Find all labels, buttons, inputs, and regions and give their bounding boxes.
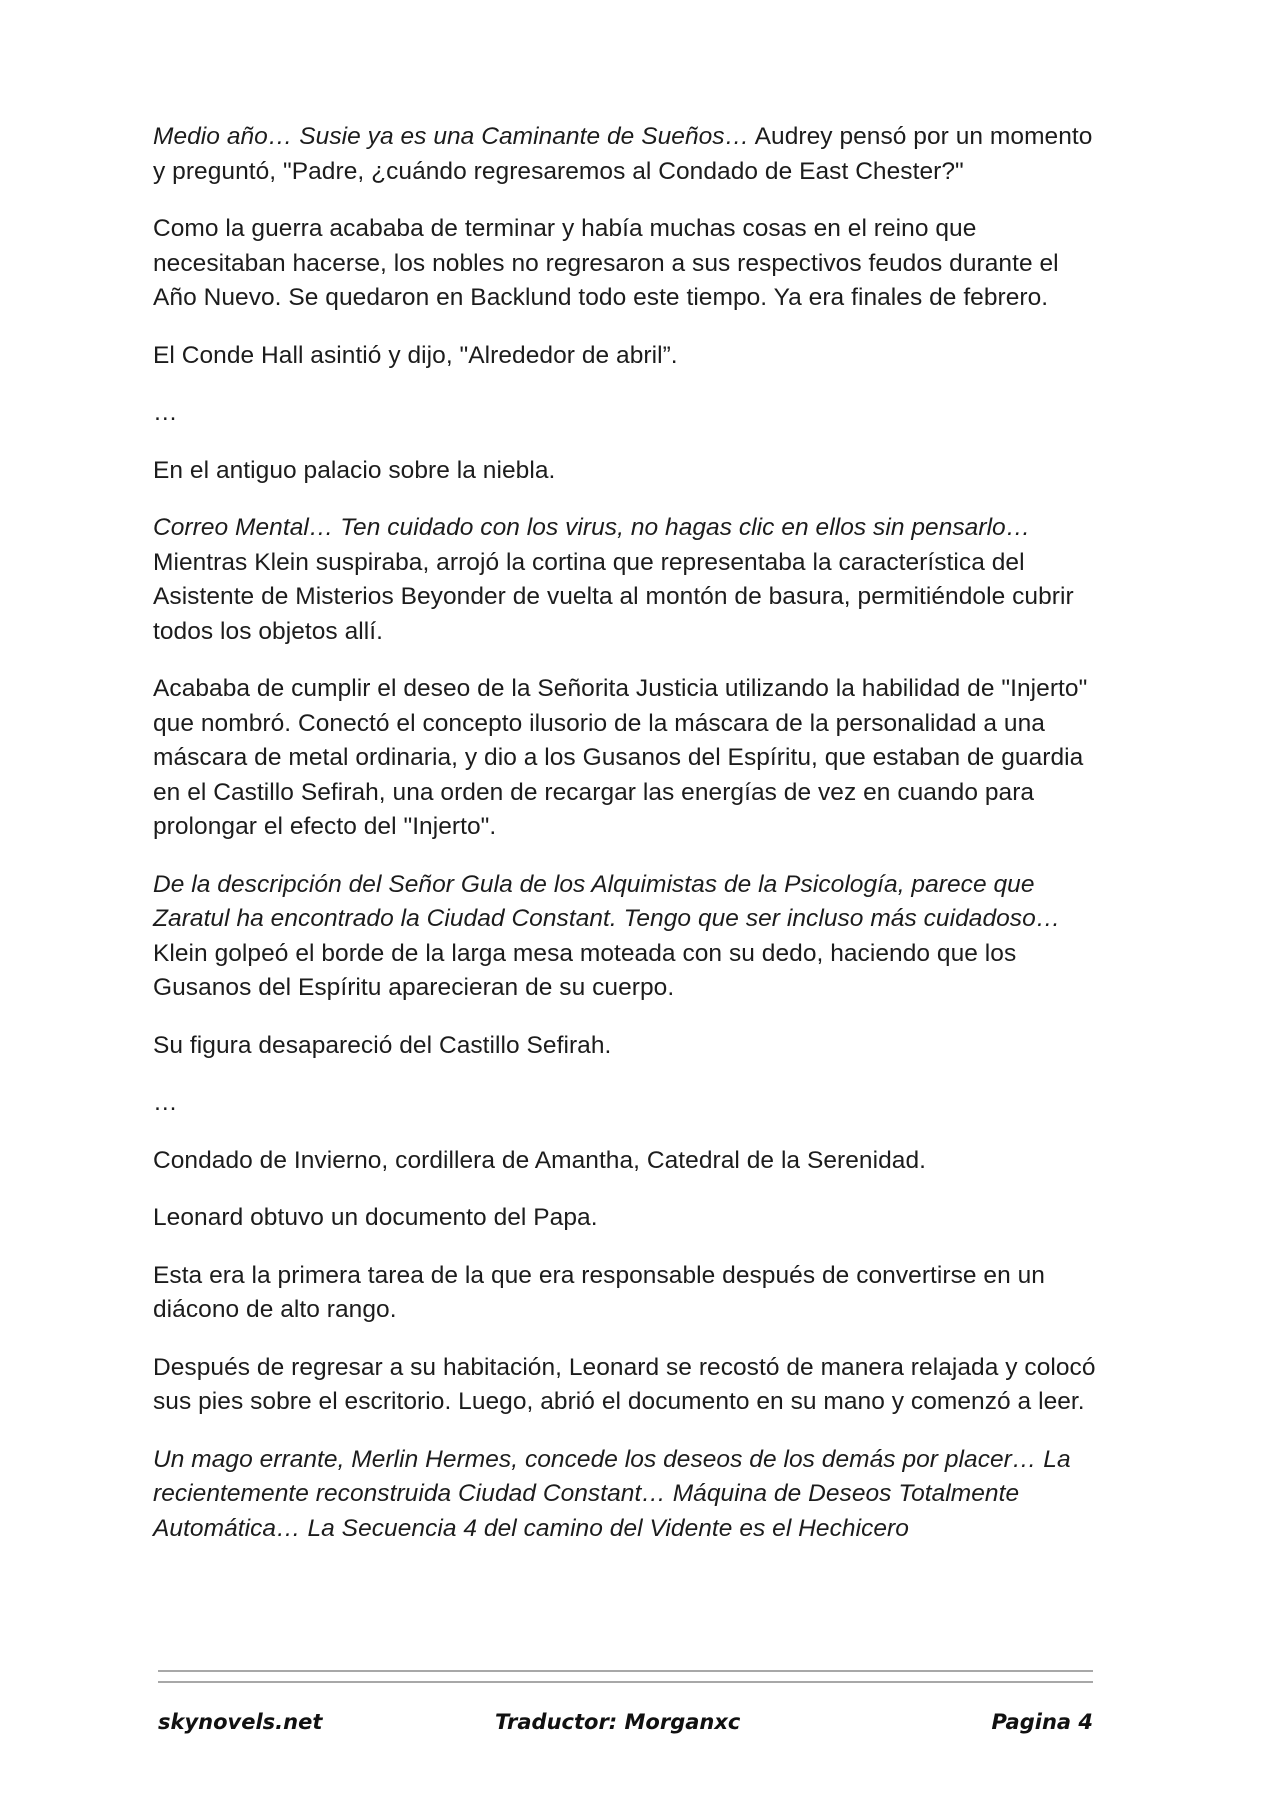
- body-text: En el antiguo palacio sobre la niebla.: [153, 456, 556, 484]
- paragraph: [153, 212, 1098, 316]
- body-text: Después de regresar a su habitación, Leonard se recostó de manera relajada y colocó sus pies sobre el escritorio. Luego, abrió el documento en su mano y comenzó a leer.: [153, 1353, 1096, 1415]
- footer-translator: Traductor: Morganxc: [495, 1710, 741, 1734]
- paragraph: [153, 396, 1098, 431]
- footer-page-number: Pagina 4: [991, 1710, 1093, 1734]
- paragraph: [153, 1201, 1098, 1236]
- footer-site: skynovels.net: [158, 1710, 323, 1734]
- paragraph: [153, 1443, 1098, 1547]
- body-text: Mientras Klein suspiraba, arrojó la cortina que representaba la característica del Asistente de Misterios Beyonder de vuelta al montón de basura, permitiéndole cubrir todos los objetos allí.: [153, 548, 1074, 645]
- document-body: [153, 120, 1098, 1569]
- footer-divider-top: [158, 1670, 1093, 1672]
- paragraph: [153, 672, 1098, 845]
- paragraph: [153, 868, 1098, 1006]
- italic-text: De la descripción del Señor Gula de los Alquimistas de la Psicología, parece que Zaratul ha encontrado la Ciudad Constant. Tengo que ser incluso más cuidadoso…: [153, 870, 1061, 932]
- paragraph: [153, 1029, 1098, 1064]
- body-text: …: [153, 1089, 178, 1116]
- paragraph: [153, 511, 1098, 649]
- body-text: …: [153, 399, 178, 426]
- paragraph: [153, 339, 1098, 374]
- paragraph: [153, 454, 1098, 489]
- italic-text: Medio año… Susie ya es una Caminante de Sueños…: [153, 123, 750, 150]
- paragraph: [153, 120, 1098, 189]
- paragraph: [153, 1259, 1098, 1328]
- italic-text: Correo Mental… Ten cuidado con los virus, no hagas clic en ellos sin pensarlo…: [153, 514, 1031, 541]
- paragraph: [153, 1086, 1098, 1121]
- body-text: Como la guerra acababa de terminar y había muchas cosas en el reino que necesitaban hacerse, los nobles no regresaron a sus respectivos feudos durante el Año Nuevo. Se quedaron en Backlund todo este tiempo. Ya era finales de febrero.: [153, 215, 1059, 311]
- page-footer: [158, 1710, 1093, 1744]
- italic-text: Un mago errante, Merlin Hermes, concede los deseos de los demás por placer… La recientemente reconstruida Ciudad Constant… Máquina de Deseos Totalmente Automática… La Secuencia 4 del camino del Vidente es el Hechicero: [153, 1445, 1071, 1542]
- body-text: Esta era la primera tarea de la que era responsable después de convertirse en un diácono de alto rango.: [153, 1261, 1045, 1323]
- paragraph: [153, 1351, 1098, 1420]
- body-text: Leonard obtuvo un documento del Papa.: [153, 1204, 598, 1231]
- footer-divider-bottom: [158, 1681, 1093, 1683]
- body-text: El Conde Hall asintió y dijo, "Alrededor de abril”.: [153, 341, 678, 369]
- body-text: Audrey pensó por un momento y preguntó, "Padre, ¿cuándo regresaremos al Condado de East Chester?": [153, 123, 1093, 185]
- body-text: Klein golpeó el borde de la larga mesa moteada con su dedo, haciendo que los Gusanos del Espíritu aparecieran de su cuerpo.: [153, 939, 1017, 1001]
- body-text: Condado de Invierno, cordillera de Amantha, Catedral de la Serenidad.: [153, 1146, 926, 1174]
- body-text: Su figura desapareció del Castillo Sefirah.: [153, 1031, 612, 1059]
- paragraph: [153, 1144, 1098, 1179]
- body-text: Acababa de cumplir el deseo de la Señorita Justicia utilizando la habilidad de "Injerto" que nombró. Conectó el concepto ilusorio de la máscara de la personalidad a una máscara de metal ordinaria, y dio a los Gusanos del Espíritu, que estaban de guardia en el Castillo Sefirah, una orden de recargar las energías de vez en cuando para prolongar el efecto del "Injerto".: [153, 675, 1088, 840]
